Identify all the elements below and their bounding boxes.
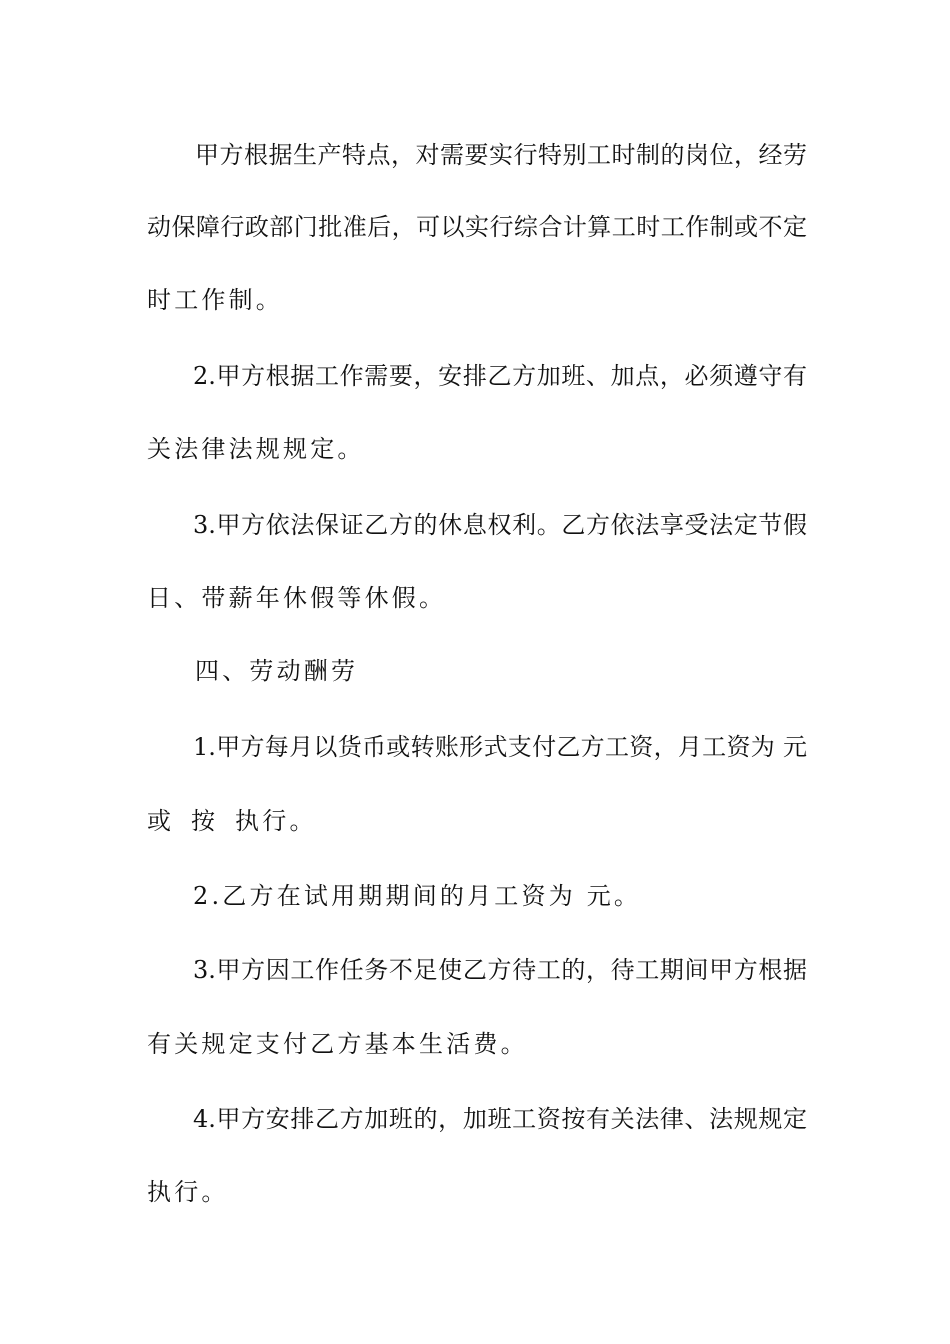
paragraph-line: 甲方根据生产特点，对需要实行特别工时制的岗位，经劳 [195, 141, 807, 169]
paragraph-line: 执行。 [147, 1178, 229, 1206]
paragraph-line: 4.甲方安排乙方加班的，加班工资按有关法律、法规规定 [193, 1105, 807, 1133]
paragraph-line: 3.甲方因工作任务不足使乙方待工的，待工期间甲方根据 [193, 956, 807, 984]
paragraph-line: 日、带薪年休假等休假。 [147, 584, 447, 612]
paragraph-line: 3.甲方依法保证乙方的休息权利。乙方依法享受法定节假 [193, 511, 807, 539]
paragraph-line: 有关规定支付乙方基本生活费。 [147, 1030, 528, 1058]
paragraph-line: 关法律法规规定。 [147, 435, 365, 463]
paragraph-line: 2.乙方在试用期期间的月工资为 元。 [193, 882, 642, 910]
paragraph-line: 动保障行政部门批准后，可以实行综合计算工时工作制或不定 [147, 213, 807, 241]
paragraph-line: 或 按 执行。 [147, 807, 317, 835]
paragraph-line: 时工作制。 [147, 286, 283, 314]
paragraph-line: 1.甲方每月以货币或转账形式支付乙方工资，月工资为 元 [193, 733, 807, 761]
paragraph-line: 2.甲方根据工作需要，安排乙方加班、加点，必须遵守有 [193, 362, 807, 390]
section-heading: 四、劳动酬劳 [195, 657, 359, 685]
